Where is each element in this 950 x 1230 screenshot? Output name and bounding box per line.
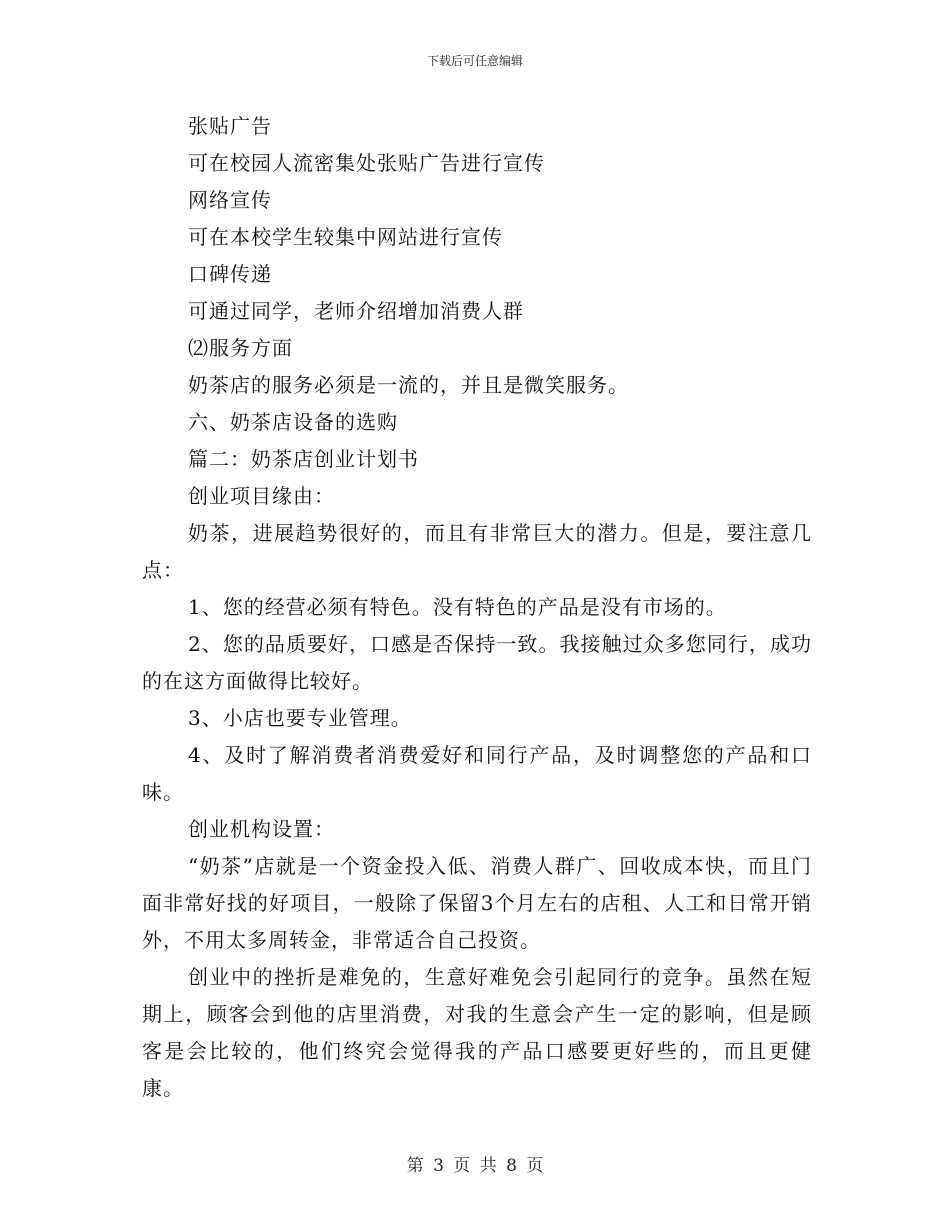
text-line-project-reason-heading: 创业项目缘由：: [188, 484, 335, 508]
text-line-poster-ads-detail: 可在校园人流密集处张贴广告进行宣传: [188, 151, 545, 175]
paragraph-org-detail: “奶茶”店就是一个资金投入低、消费人群广、回收成本快，而且门面非常好找的好项目，一般除了保留3个月左右的店租、人工和日常开销外，不用太多周转金，非常适合自己投资。: [142, 854, 812, 952]
paragraph-point-1: 1、您的经营必须有特色。没有特色的产品是没有市场的。: [188, 595, 727, 619]
page-number-footer: 第 3 页 共 8 页: [406, 1156, 544, 1176]
paragraph-point-4: 4、及时了解消费者消费爱好和同行产品，及时调整您的产品和口味。: [142, 743, 812, 804]
text-line-service-detail: 奶茶店的服务必须是一流的，并且是微笑服务。: [188, 373, 629, 397]
paragraph-trend: 奶茶，进展趋势很好的，而且有非常巨大的潜力。但是，要注意几点：: [142, 521, 812, 582]
document-body: [142, 108, 812, 1107]
paragraph-point-3: 3、小店也要专业管理。: [188, 706, 412, 730]
paragraph-org-heading: 创业机构设置：: [188, 817, 335, 841]
text-line-word-of-mouth: 口碑传递: [188, 262, 272, 286]
text-line-part-two-title: 篇二：奶茶店创业计划书: [188, 447, 419, 471]
text-line-poster-ads: 张贴广告: [188, 114, 272, 138]
paragraph-competition: 创业中的挫折是难免的，生意好难免会引起同行的竞争。虽然在短期上，顾客会到他的店里消费，对我的生意会产生一定的影响，但是顾客是会比较的，他们终究会觉得我的产品口感要更好些的，而且更健康。: [142, 965, 812, 1100]
page-header-note: 下载后可任意编辑: [426, 54, 523, 68]
text-line-online-promo-detail: 可在本校学生较集中网站进行宣传: [188, 225, 503, 249]
text-line-online-promo: 网络宣传: [188, 188, 272, 212]
paragraph-point-2: 2、您的品质要好，口感是否保持一致。我接触过众多您同行，成功的在这方面做得比较好。: [142, 632, 812, 693]
text-line-equipment-heading: 六、奶茶店设备的选购: [188, 410, 398, 434]
text-line-word-of-mouth-detail: 可通过同学，老师介绍增加消费人群: [188, 299, 524, 323]
text-line-service-heading: ⑵服务方面: [188, 336, 293, 360]
